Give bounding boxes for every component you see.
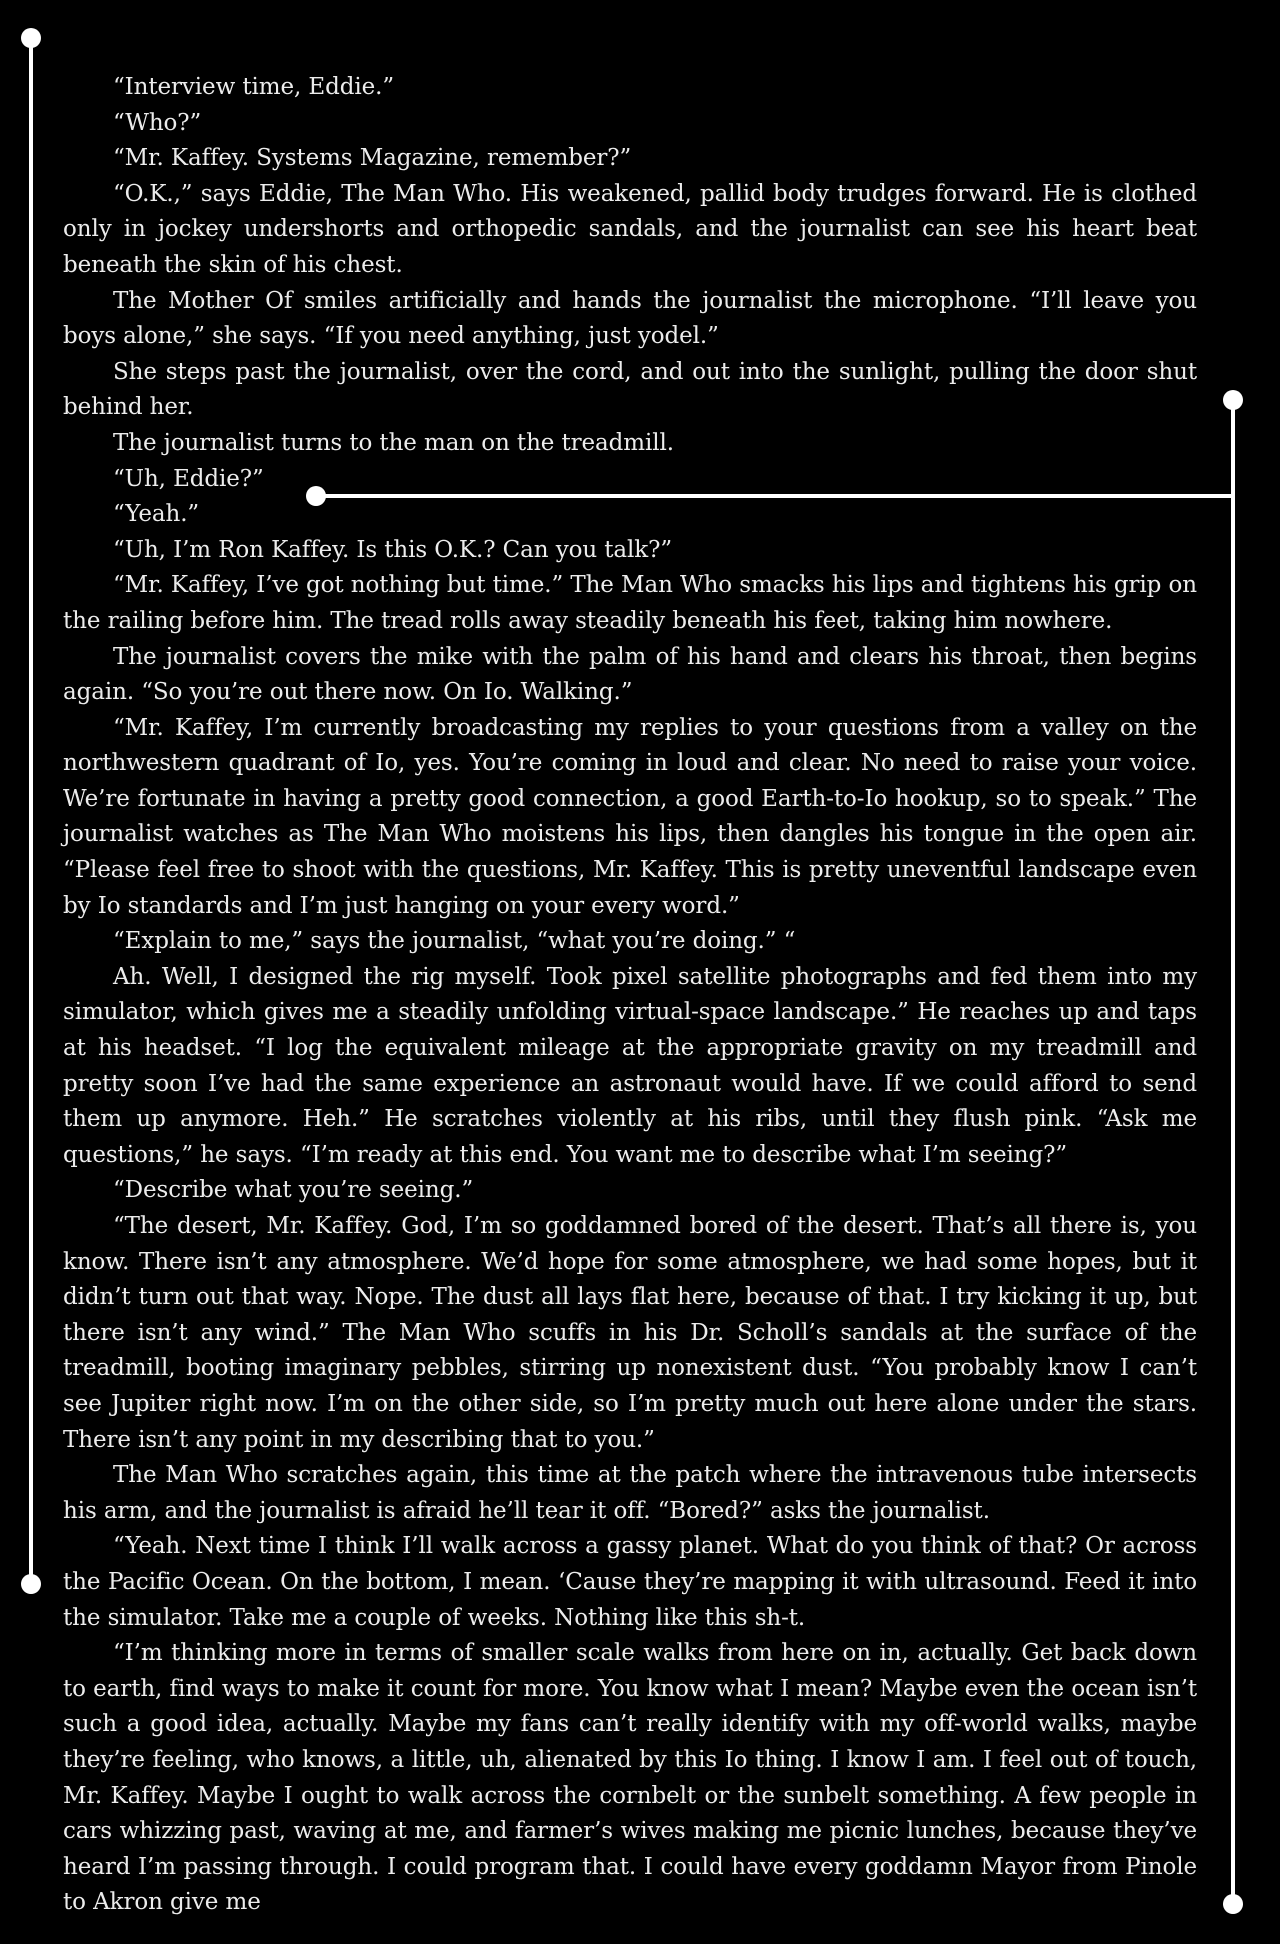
paragraph: “Mr. Kaffey. Systems Magazine, remember?” [113,145,632,172]
paragraph: The Mother Of smiles artificially and hands the journalist the microphone. “I’ll leave you boys alone,” she says. “If you need anything, just yodel.” [63,287,1197,350]
story-text-column [63,70,1197,1921]
paragraph: “The desert, Mr. Kaffey. God, I’m so goddamned bored of the desert. That’s all there is, you know. There isn’t any atmosphere. We’d hope for some atmosphere, we had some hopes, but it didn’t turn out that way. Nope. The dust all lays flat here, because of that. I try kicking it up, but there isn’t any wind.” The Man Who scuffs in his Dr. Scholl’s sandals at the surface of the treadmill, booting imaginary pebbles, stirring up nonexistent dust. “You probably know I can’t see Jupiter right now. I’m on the other side, so I’m pretty much out here alone under the stars. There isn’t any point in my describing that to you.” [63,1213,1197,1453]
paragraph: “Explain to me,” says the journalist, “what you’re doing.” “ [113,928,796,955]
paragraph: “Yeah.” [113,501,200,528]
right-rule-top-dot [1223,390,1243,410]
paragraph: “O.K.,” says Eddie, The Man Who. His weakened, pallid body trudges forward. He is clothed only in jockey undershorts and orthopedic sandals, and the journalist can see his heart beat beneath the skin of his chest. [63,180,1197,278]
paragraph: “Who?” [113,109,202,136]
paragraph: “Uh, I’m Ron Kaffey. Is this O.K.? Can you talk?” [113,536,672,563]
left-rule-bottom-dot [21,1574,41,1594]
paragraph: “Describe what you’re seeing.” [113,1177,474,1204]
right-rule-bottom-dot [1223,1894,1243,1914]
paragraph: “Uh, Eddie?” [113,465,264,492]
paragraph: The journalist covers the mike with the palm of his hand and clears his throat, then begins again. “So you’re out there now. On Io. Walking.” [63,643,1197,706]
paragraph: “Mr. Kaffey, I’m currently broadcasting my replies to your questions from a valley on the northwestern quadrant of Io, yes. You’re coming in loud and clear. No need to raise your voice. We’re fortunate in having a pretty good connection, a good Earth-to-Io hookup, so to speak.” The journalist watches as The Man Who moistens his lips, then dangles his tongue in the open air. “Please feel free to shoot with the questions, Mr. Kaffey. This is pretty uneventful landscape even by Io standards and I’m just hanging on your every word.” [63,714,1197,919]
paragraph: “I’m thinking more in terms of smaller scale walks from here on in, actually. Get back down to earth, find ways to make it count for more. You know what I mean? Maybe even the ocean isn’t such a good idea, actually. Maybe my fans can’t really identify with my off-world walks, maybe they’re feeling, who knows, a little, uh, alienated by this Io thing. I know I am. I feel out of touch, Mr. Kaffey. Maybe I ought to walk across the cornbelt or the sunbelt something. A few people in cars whizzing past, waving at me, and farmer’s wives making me picnic lunches, because they’ve heard I’m passing through. I could program that. I could have every goddamn Mayor from Pinole to Akron give me [63,1640,1197,1916]
paragraph: Ah. Well, I designed the rig myself. Took pixel satellite photographs and fed them into my simulator, which gives me a steadily unfolding virtual-space landscape.” He reaches up and taps at his headset. “I log the equivalent mileage at the appropriate gravity on my treadmill and pretty soon I’ve had the same experience an astronaut would have. If we could afford to send them up anymore. Heh.” He scratches violently at his ribs, until they flush pink. “Ask me questions,” he says. “I’m ready at this end. You want me to describe what I’m seeing?” [63,963,1197,1168]
paragraph: “Interview time, Eddie.” [113,74,394,100]
paragraph: The Man Who scratches again, this time at the patch where the intravenous tube intersects his arm, and the journalist is afraid he’ll tear it off. “Bored?” asks the journalist. [63,1462,1197,1524]
paragraph: “Mr. Kaffey, I’ve got nothing but time.” The Man Who smacks his lips and tightens his grip on the railing before him. The tread rolls away steadily beneath his feet, taking him nowhere. [63,572,1197,634]
left-rule-top-dot [21,28,41,48]
paragraph: She steps past the journalist, over the cord, and out into the sunlight, pulling the door shut behind her. [63,358,1197,421]
paragraph: The journalist turns to the man on the treadmill. [113,429,674,456]
paragraph: “Yeah. Next time I think I’ll walk across a gassy planet. What do you think of that? Or across the Pacific Ocean. On the bottom, I mean. ‘Cause they’re mapping it with ultrasound. Feed it into the simulator. Take me a couple of weeks. Nothing like this sh-t. [63,1533,1197,1631]
